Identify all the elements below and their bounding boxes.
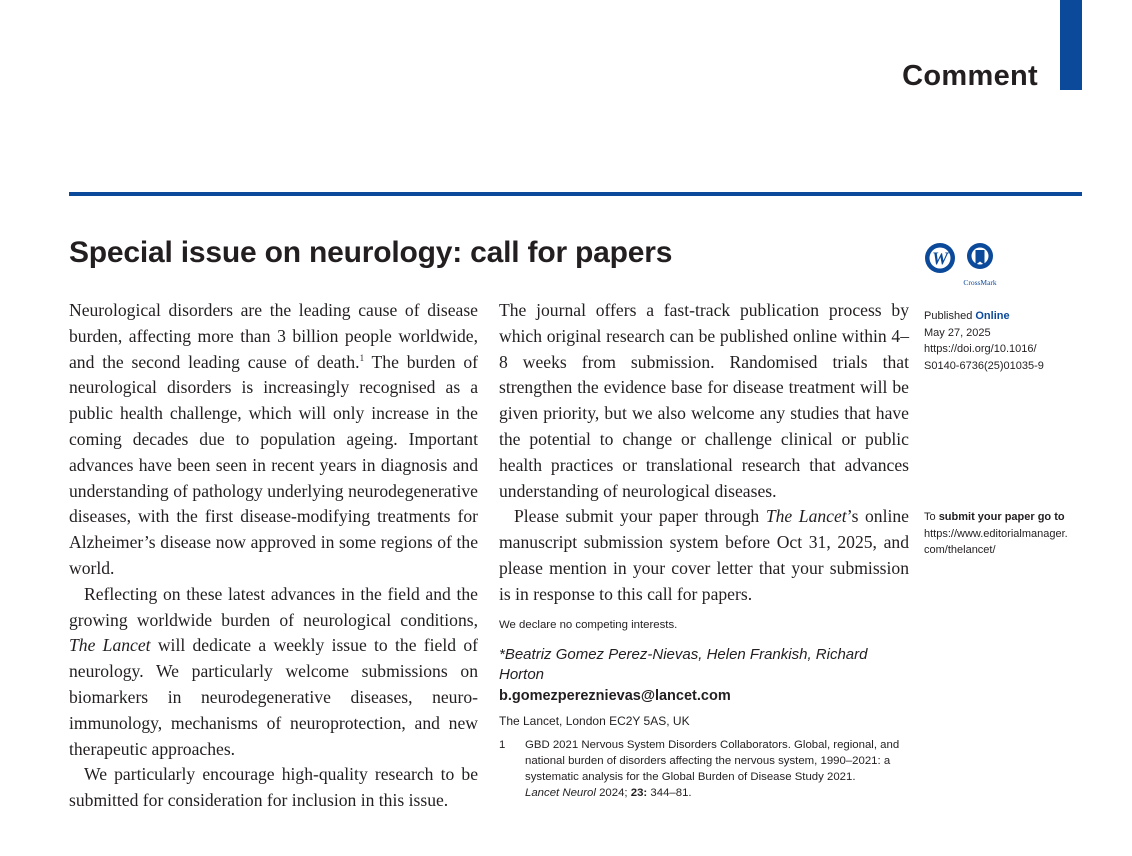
crossmark-label: CrossMark <box>963 278 997 287</box>
submit-line <box>924 509 1068 526</box>
published-prefix: Published <box>924 310 976 322</box>
badges-svg <box>922 241 1002 289</box>
submission-url-line1[interactable]: https://www.editorialmanager. <box>924 527 1068 540</box>
section-color-tab <box>1060 0 1082 90</box>
submission-url-line2[interactable]: com/thelancet/ <box>924 544 996 556</box>
journal-name: The Lancet <box>69 635 151 656</box>
paragraph-5 <box>499 504 909 607</box>
reference-number: 1 <box>499 738 506 751</box>
published-online: Online <box>975 310 1010 322</box>
competing-interests: We declare no competing interests. <box>499 618 678 631</box>
paragraph-1 <box>69 298 478 582</box>
reference-journal: Lancet Neurol <box>525 786 596 799</box>
published-online-line <box>924 308 1044 325</box>
paragraph-3: We particularly encourage high-quality research to be submitted for consideration for inclusion in this issue. <box>69 764 478 811</box>
reference-body <box>525 737 909 801</box>
article-badges <box>922 241 1002 289</box>
crossmark-icon[interactable] <box>963 243 997 287</box>
publication-info <box>924 308 1044 374</box>
paragraph-1-text-cont: The burden of neurological disorders is increasingly recognised as a public health challenge, which will only increase in the coming decades due to population ageing. Important advances have been seen in recent years in diagnosis and understanding of pathology underlying neurodegenerative diseases, with the first disease-modifying treatments for Alzheimer’s disease now approved in some regions of the world. <box>69 351 479 578</box>
paragraph-1-text: Neurological disorders are the leading cause of disease burden, affecting more than 3 billion people worldwide, and the second leading cause of death. <box>69 300 478 372</box>
citation-1[interactable]: 1 <box>359 352 365 363</box>
reference-1 <box>499 737 909 801</box>
title-rule <box>69 192 1082 196</box>
submit-bold: submit your paper go to <box>938 511 1065 523</box>
doi-link-line2[interactable]: S0140-6736(25)01035-9 <box>924 359 1044 372</box>
journal-name: The Lancet <box>765 506 847 527</box>
article-title: Special issue on neurology: call for papers <box>69 236 673 269</box>
section-label: Comment <box>902 60 1038 92</box>
paragraph-5-text-cont: ’s online manuscript submission system before Oct 31, 2025, and please mention in your cover letter that your submission is in response to this call for papers. <box>499 506 909 604</box>
reference-pages: 344–81. <box>647 786 692 799</box>
body-column-left <box>69 298 478 814</box>
reference-text: GBD 2021 Nervous System Disorders Collaborators. Global, regional, and national burden of disorders affecting the nervous system, 1990–2021: a systematic analysis for the Global Burden of Disease Study 2021. <box>525 738 900 783</box>
reference-year: 2024; <box>595 786 631 799</box>
paragraph-2-text-cont: will dedicate a weekly issue to the field of neurology. We particularly welcome submissions on biomarkers in neurodegenerative diseases, neuro-immunology, mechanisms of neuroprotection, and new therapeutic approaches. <box>69 635 478 759</box>
author-list: *Beatriz Gomez Perez-Nievas, Helen Frankish, Richard Horton <box>499 645 868 683</box>
paragraph-5-text: Please submit your paper through <box>514 506 766 527</box>
paragraph-4: The journal offers a fast-track publication process by which original research can be published online within 4–8 weeks from submission. Randomised trials that strengthen the evidence base for disease treatment will be given priority, but we also welcome any studies that have the potential to change or challenge clinical or public health practices or translational research that advances understanding of neurological diseases. <box>499 300 909 501</box>
svg-text:W: W <box>931 248 949 269</box>
submission-info <box>924 509 1068 559</box>
corresponding-email[interactable]: b.gomezpereznievas@lancet.com <box>499 687 731 704</box>
paragraph-2-text: Reflecting on these latest advances in the field and the growing worldwide burden of neurological conditions, <box>69 583 478 630</box>
published-date: May 27, 2025 <box>924 326 991 339</box>
body-column-right <box>499 298 909 801</box>
author-address: The Lancet, London EC2Y 5AS, UK <box>499 713 690 728</box>
doi-link-line1[interactable]: https://doi.org/10.1016/ <box>924 343 1037 355</box>
open-access-w-icon[interactable] <box>925 243 955 273</box>
submit-prefix: To <box>924 511 939 523</box>
reference-volume: 23: <box>630 786 648 799</box>
paragraph-2 <box>69 582 478 763</box>
